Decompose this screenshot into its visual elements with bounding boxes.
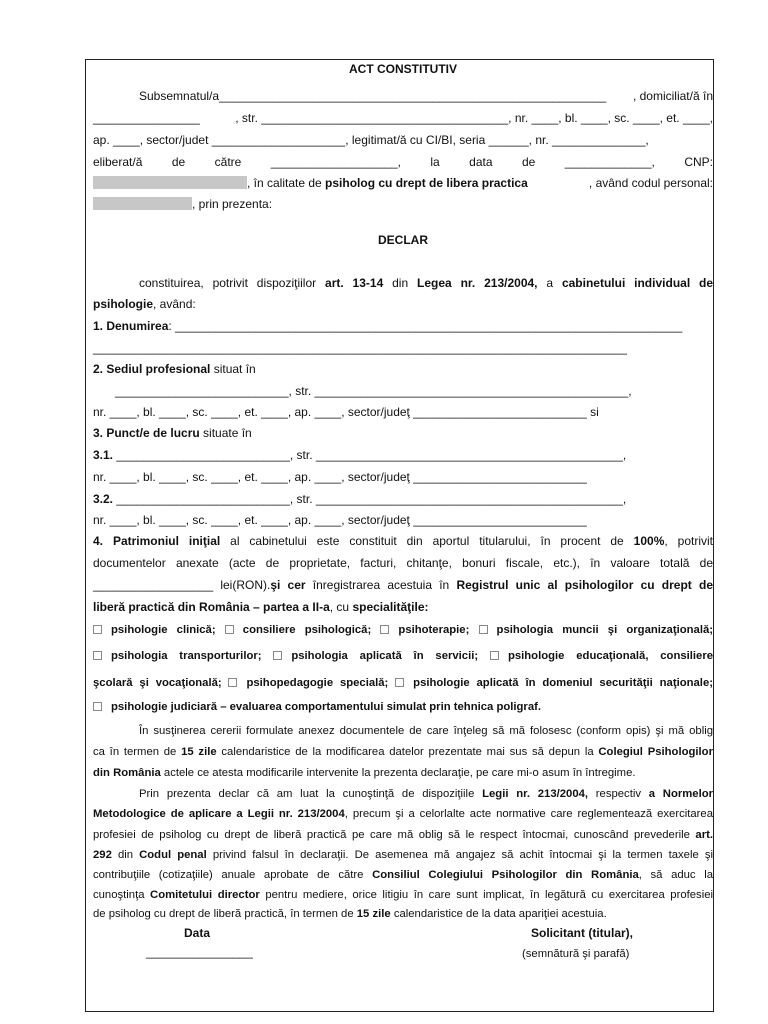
patrimoniu-line-3: __________________ lei(RON).şi cer înregistrarea acestuia în Registrul unic al psihologilor cu drept de [93, 578, 713, 592]
patrimoniu-line-2: documentelor anexate (acte de proprietate, facturi, chitanţe, bonuri fiscale, etc.), în valoare totală de [93, 556, 713, 570]
data-label: Data [184, 926, 211, 940]
denumire-line: 1. Denumirea: ____________________________________________________________________________ [93, 319, 683, 333]
patrimoniu-line-1: 4. Patrimoniul iniţial al cabinetului este constituit din aportul titularului, în procent de 100%, potrivit [93, 534, 713, 548]
specialitati-row-2 [93, 649, 713, 664]
spec-judiciara[interactable]: psihologie judiciară – evaluarea comportamentului simulat prin tehnica poligraf. [93, 701, 541, 713]
checkbox-icon[interactable] [479, 625, 488, 634]
spec-muncii[interactable]: psihologia muncii şi organizaţională; [479, 624, 713, 636]
spec-transporturi[interactable]: psihologia transporturilor; [93, 650, 262, 662]
denumire-line-2[interactable]: ________________________________________________________________________________ [93, 341, 627, 355]
intro-line-5: , în calitate de psiholog cu drept de libera practica , având codul personal: [93, 176, 713, 191]
punct-1-line[interactable]: 3.1. __________________________, str. ______________________________________________, [93, 448, 627, 462]
subsemnatul-field[interactable]: Subsemnatul/a__________________________________________________________ [139, 89, 607, 103]
checkbox-icon[interactable] [93, 702, 102, 711]
spec-educationala[interactable]: psihologie educaţională, consiliere [490, 650, 713, 662]
cnp-redacted [93, 176, 247, 189]
solicitant-label: Solicitant (titular), [531, 926, 633, 940]
checkbox-icon[interactable] [225, 625, 234, 634]
personal-code-redacted [93, 197, 192, 210]
checkbox-icon[interactable] [395, 678, 404, 687]
spec-psihopedagogie[interactable]: psihopedagogie specială; [228, 677, 388, 689]
punct-2-line[interactable]: 3.2. __________________________, str. ______________________________________________, [93, 492, 627, 506]
declaratie-line-2: Metodologice de aplicare a Legii nr. 213/2004, precum şi a celorlalte acte normative care reglementează exercitarea [93, 808, 714, 820]
intro-line-4: eliberat/ă de către ___________________, la data de _____________, CNP: [93, 155, 714, 169]
spec-clinica[interactable]: psihologie clinică; [93, 624, 216, 636]
declaratie-line-1: Prin prezenta declar că am luat la cunoştinţă de dispoziţiile Legii nr. 213/2004, respectiv a Normelor [139, 788, 713, 800]
intro-line-2: ________________ , str. _____________________________________, nr. ____, bl. ____, sc. ____, et. ____, [93, 111, 713, 125]
document-title: ACT CONSTITUTIV [349, 62, 457, 76]
intro-line-6: , prin prezenta: [93, 197, 713, 212]
declaratie-line-3: profesiei de psiholog cu drept de liberă practică pe care mă oblig să le respect întocmai, cunoscând prevederile art. [93, 829, 713, 841]
sediu-heading: 2. Sediul profesional situat în [93, 362, 256, 376]
specialitati-row-3: şcolară şi vocaţională; psihopedagogie specială; psihologie aplicată în domeniul securităţii naţionale; [93, 677, 713, 689]
checkbox-icon[interactable] [380, 625, 389, 634]
intro-line-1: Subsemnatul/a__________________________________________________________ , domiciliat/ă în [139, 89, 713, 103]
punct-1-address[interactable]: nr. ____, bl. ____, sc. ____, et. ____, ap. ____, sector/judeţ __________________________ [93, 470, 587, 484]
data-field[interactable]: ________________ [146, 945, 253, 959]
body-line-1: constituirea, potrivit dispoziţiilor art. 13-14 din Legea nr. 213/2004, a cabinetului individual de [139, 276, 714, 290]
checkbox-icon[interactable] [93, 625, 102, 634]
semnatura-label: (semnătură şi parafă) [522, 948, 630, 960]
punct-2-address[interactable]: nr. ____, bl. ____, sc. ____, et. ____, ap. ____, sector/judeţ __________________________ [93, 513, 587, 527]
sediu-line-3[interactable]: nr. ____, bl. ____, sc. ____, et. ____, ap. ____, sector/judeţ __________________________ si [93, 405, 599, 419]
patrimoniu-line-4: liberă practică din România – partea a II-a, cu specialităţile: [93, 600, 429, 614]
sustinere-line-1: În susţinerea cererii formulate anexez documentele de care înţeleg să mă folosesc (conform opis) şi mă oblig [139, 725, 713, 737]
body-line-2: psihologie, având: [93, 297, 196, 311]
puncte-heading: 3. Punct/e de lucru situate în [93, 426, 252, 440]
checkbox-icon[interactable] [93, 651, 102, 660]
intro-line-3: ap. ____, sector/judet ____________________, legitimat/ă cu CI/BI, seria ______, nr. ______________, [93, 133, 649, 147]
denumire-field[interactable]: : ____________________________________________________________________________ [168, 319, 683, 333]
specialitati-row-1 [93, 623, 713, 638]
declaratie-line-5: contribuţiile (cotizaţiile) anuale aprobate de către Consiliul Colegiului Psihologilor din România, să aduc la [93, 869, 713, 881]
specialitati-row-4 [93, 700, 713, 715]
declaratie-line-6: cunoştinţa Comitetului director pentru mediere, orice litigiu în care sunt implicat, în legătură cu exercitarea profesiei [93, 889, 713, 901]
sustinere-line-3: din România actele ce atesta modificarile intervenite la prezenta declaraţie, pe care mi-o asum în întregime. [93, 767, 636, 779]
checkbox-icon[interactable] [490, 651, 499, 660]
declaratie-line-7: de psiholog cu drept de liberă practică, în termen de 15 zile calendaristice de la data apariţiei acestuia. [93, 908, 607, 920]
checkbox-icon[interactable] [273, 651, 282, 660]
sustinere-line-2: ca în termen de 15 zile calendaristice de la modificarea datelor prezentate mai sus să depun la Colegiul Psihologilor [93, 746, 713, 758]
spec-servicii[interactable]: psihologia aplicată în servicii; [273, 650, 478, 662]
declar-heading: DECLAR [378, 233, 428, 247]
sediu-line-2[interactable]: __________________________, str. _______________________________________________, [115, 384, 632, 398]
spec-consiliere[interactable]: consiliere psihologică; [225, 624, 371, 636]
declaratie-line-4: 292 din Codul penal privind falsul în declaraţii. De asemenea mă angajez să achit întocmai şi la termen taxele şi [93, 849, 713, 861]
checkbox-icon[interactable] [228, 678, 237, 687]
spec-securitate[interactable]: psihologie aplicată în domeniul securităţii naţionale; [395, 677, 713, 689]
spec-psihoterapie[interactable]: psihoterapie; [380, 624, 469, 636]
